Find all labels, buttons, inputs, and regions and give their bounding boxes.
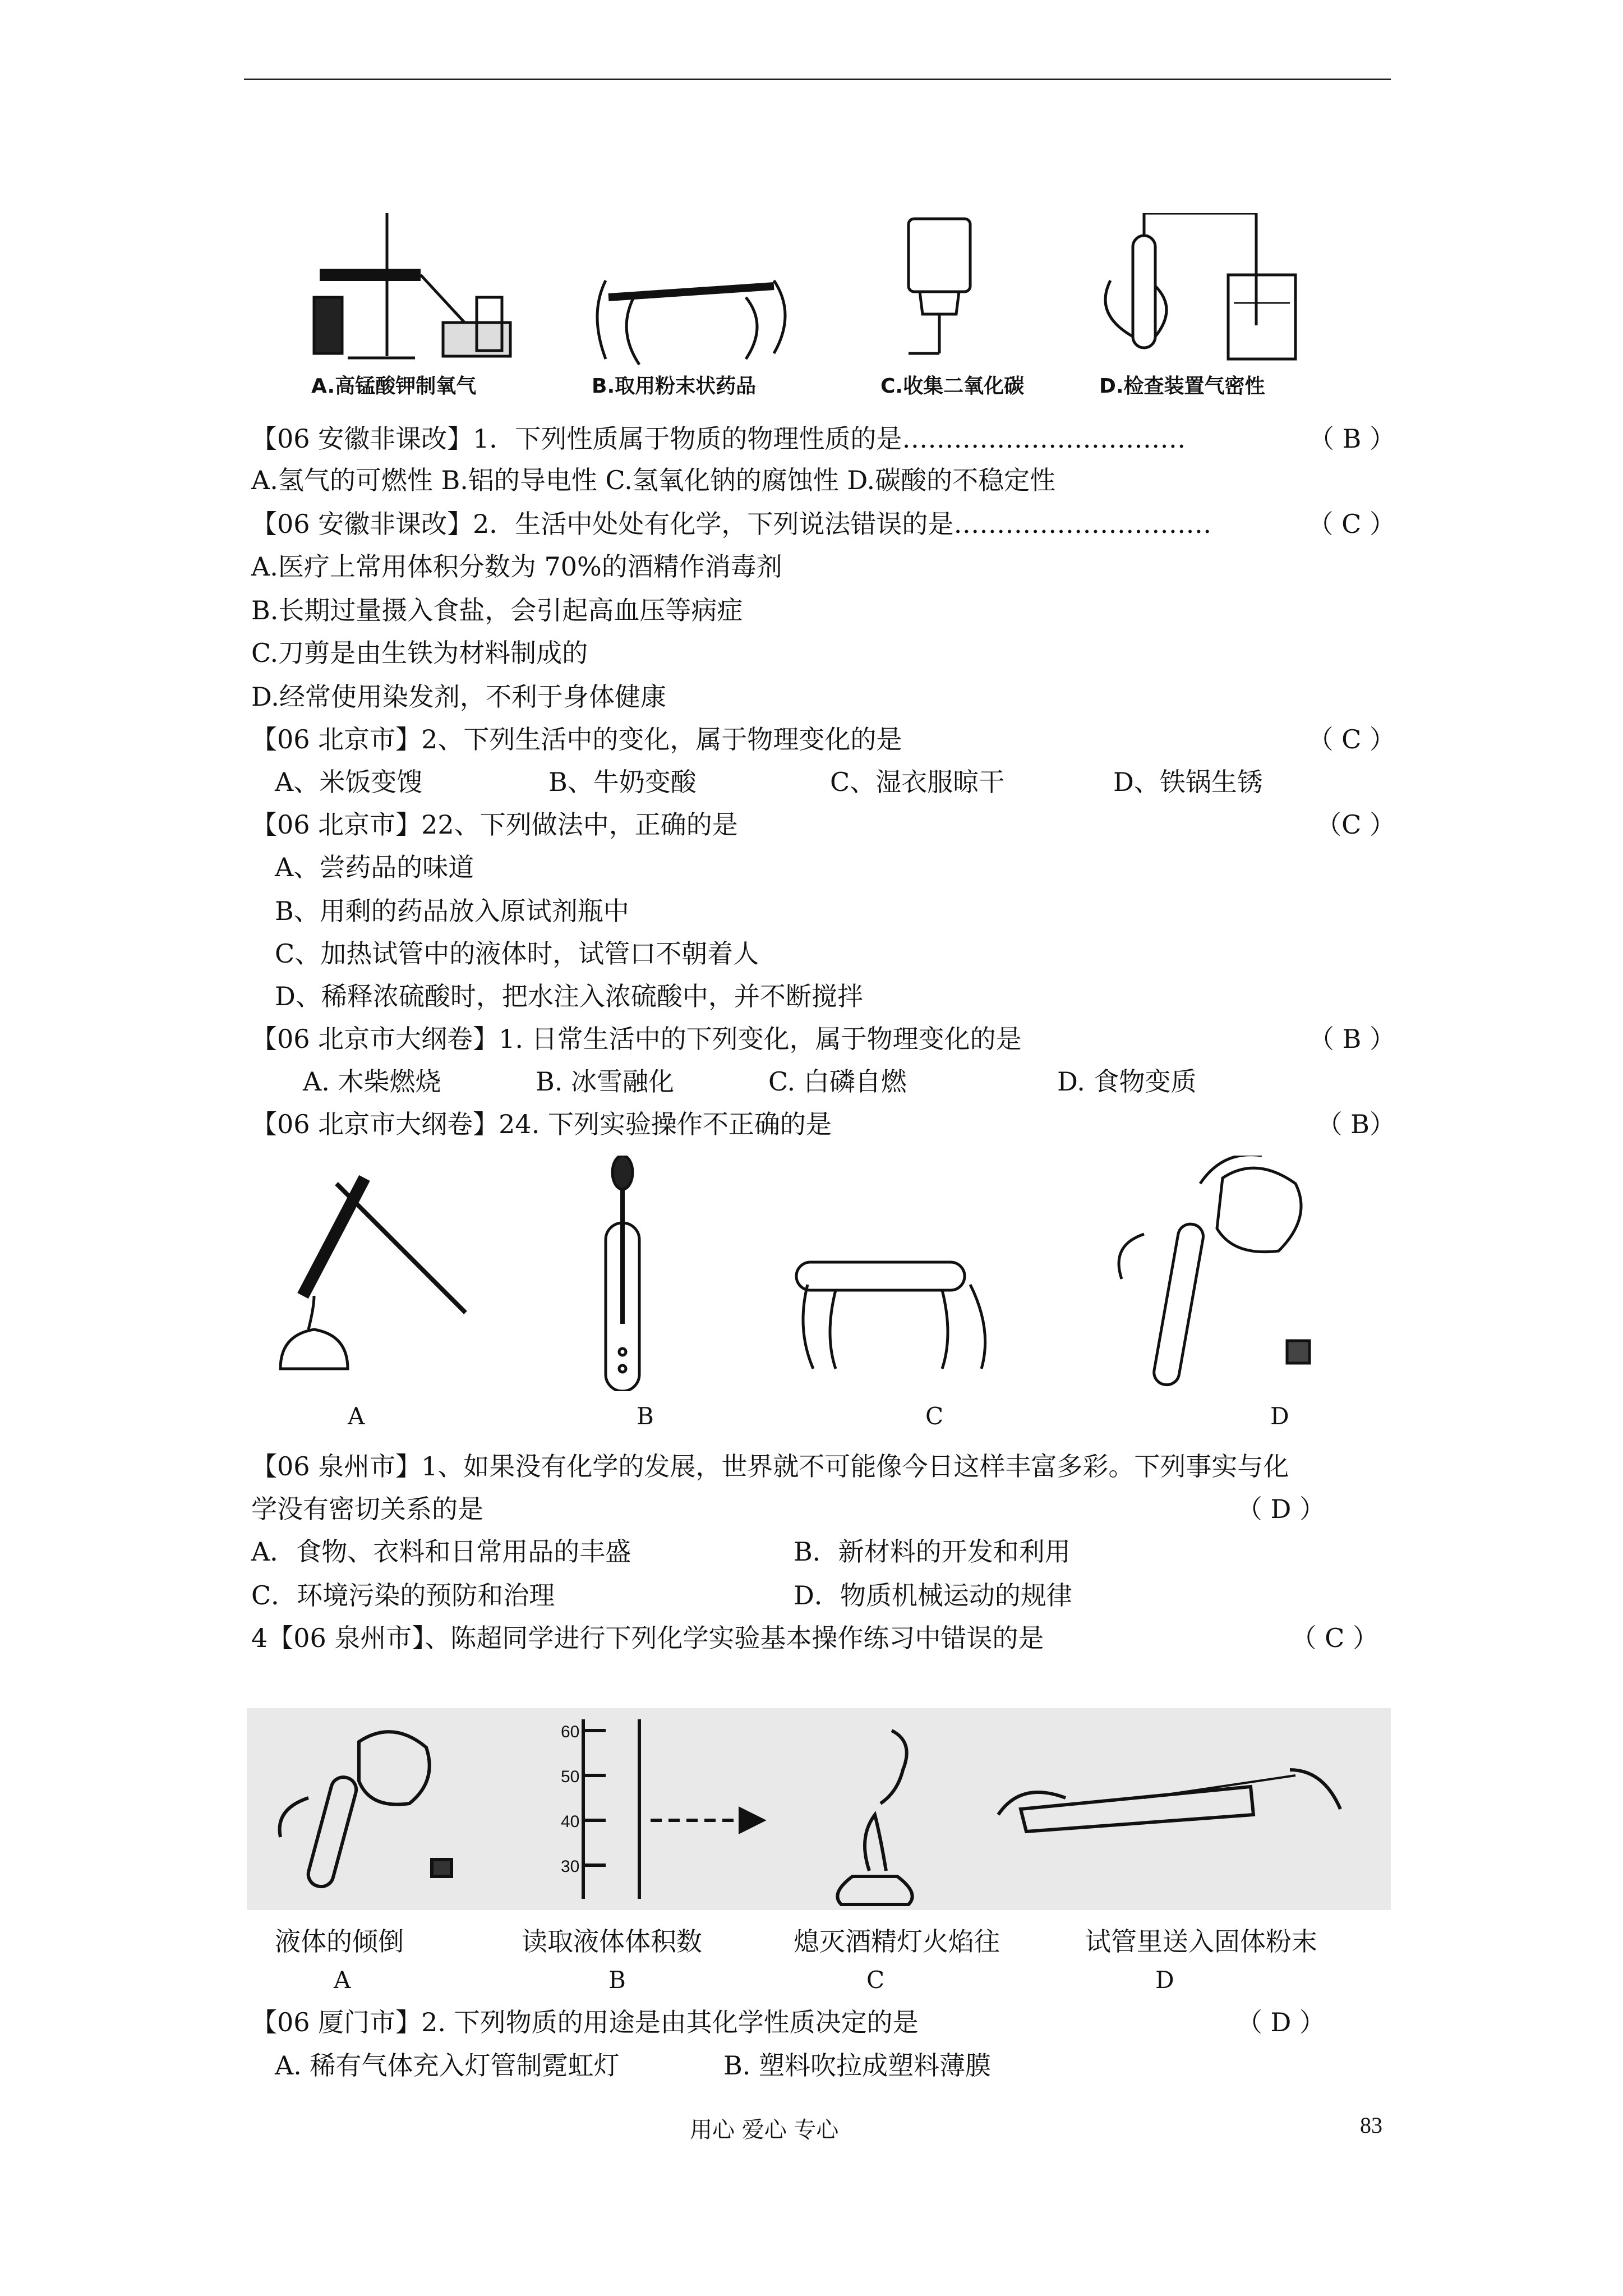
option: A.医疗上常用体积分数为 70%的酒精作消毒剂 [251, 551, 782, 582]
option: A．食物、衣料和日常用品的丰盛 [251, 1536, 631, 1567]
question-text: 【06 北京市】2、下列生活中的变化，属于物理变化的是 [251, 724, 902, 754]
page-number: 83 [1360, 2113, 1382, 2138]
answer: （ B ） [1308, 1024, 1395, 1054]
question-2 [251, 507, 1395, 541]
fig1-caption-c: C.收集二氧化碳 [880, 375, 1025, 398]
option: C、湿衣服晾干 [830, 767, 1005, 797]
question-7-line-2 [251, 1492, 1395, 1526]
option: A、尝药品的味道 [275, 852, 474, 882]
question-text: 4【06 泉州市】、陈超同学进行下列化学实验基本操作练习中错误的是 [251, 1623, 1044, 1653]
scale-tick: 30 [561, 1857, 580, 1876]
answer: （ D ） [1236, 2007, 1325, 2037]
question-text: 【06 北京市大纲卷】24. 下列实验操作不正确的是 [251, 1109, 832, 1139]
fig2-label-a: A [348, 1402, 365, 1430]
fig3-label-c: C [866, 1966, 885, 1994]
question-1 [251, 422, 1395, 455]
fig1-caption-b: B.取用粉末状药品 [592, 375, 757, 398]
answer: （ C ） [1290, 1623, 1378, 1653]
option: C．环境污染的预防和治理 [251, 1580, 555, 1611]
fig3-label-b: B [608, 1966, 626, 1994]
option: C. 白磷自燃 [768, 1066, 907, 1097]
scale-tick: 40 [561, 1812, 580, 1831]
scale-tick: 60 [561, 1723, 580, 1741]
figure-apparatus-1 [303, 213, 1368, 376]
option: B.长期过量摄入食盐，会引起高血压等病症 [251, 595, 743, 625]
fig3-caption-b: 读取液体体积数 [522, 1926, 702, 1957]
option: A、米饭变馊 [275, 767, 423, 797]
option: B. 冰雪融化 [536, 1066, 675, 1097]
answer: （ B） [1316, 1109, 1395, 1139]
question-text: 【06 北京市】22、下列做法中，正确的是 [251, 809, 738, 840]
fig2-label-d: D [1270, 1402, 1289, 1430]
option: B、牛奶变酸 [548, 767, 697, 797]
answer: （ C ） [1307, 724, 1395, 754]
question-6 [251, 1107, 1395, 1141]
option: C.刀剪是由生铁为材料制成的 [251, 638, 588, 668]
question-text: 【06 安徽非课改】2．生活中处处有化学，下列说法错误的是………………………… [251, 509, 1212, 539]
fig3-caption-c: 熄灭酒精灯火焰往 [794, 1926, 1000, 1957]
options-text: A.氢气的可燃性 B.铝的导电性 C.氢氧化钠的腐蚀性 D.碳酸的不稳定性 [251, 465, 1056, 495]
figure-apparatus-3 [247, 1708, 1391, 1910]
scale-tick: 50 [561, 1768, 580, 1786]
fig2-label-c: C [925, 1402, 944, 1430]
option: D、铁锅生锈 [1113, 767, 1263, 797]
fig3-caption-d: 试管里送入固体粉末 [1085, 1926, 1317, 1957]
fig3-caption-a: 液体的倾倒 [275, 1926, 404, 1957]
option: B．新材料的开发和利用 [794, 1536, 1071, 1567]
question-5 [251, 1022, 1395, 1056]
fig1-caption-d: D.检查装置气密性 [1099, 375, 1265, 398]
question-text: 【06 北京市大纲卷】1. 日常生活中的下列变化，属于物理变化的是 [251, 1024, 1022, 1054]
question-7-line-1: 【06 泉州市】1、如果没有化学的发展，世界就不可能像今日这样丰富多彩。下列事实与化 [251, 1451, 1289, 1481]
answer: （ B ） [1308, 424, 1395, 454]
question-8 [251, 1621, 1395, 1655]
question-text: 【06 安徽非课改】1．下列性质属于物质的物理性质的是…………………………… [251, 424, 1186, 454]
question-9 [251, 2005, 1395, 2039]
question-1-options [251, 463, 1395, 497]
fig1-caption-a: A.高锰酸钾制氧气 [311, 375, 477, 398]
fig3-label-a: A [334, 1966, 351, 1994]
answer: （ C ） [1307, 509, 1395, 539]
question-3 [251, 723, 1395, 756]
answer: （ D ） [1236, 1494, 1325, 1524]
page-footer: 用心 爱心 专心 [690, 2117, 839, 2143]
option: A. 稀有气体充入灯管制霓虹灯 [275, 2050, 620, 2081]
option: D. 食物变质 [1057, 1066, 1197, 1097]
answer: （C ） [1316, 809, 1395, 840]
option: D.经常使用染发剂，不利于身体健康 [251, 682, 666, 712]
option: A. 木柴燃烧 [303, 1066, 441, 1097]
option: B、用剩的药品放入原试剂瓶中 [275, 896, 629, 926]
option: D．物质机械运动的规律 [794, 1580, 1072, 1611]
question-text: 学没有密切关系的是 [251, 1494, 483, 1524]
question-text: 【06 厦门市】2. 下列物质的用途是由其化学性质决定的是 [251, 2007, 919, 2037]
option: C、加热试管中的液体时，试管口不朝着人 [275, 938, 759, 969]
header-rule [244, 79, 1391, 80]
fig3-label-d: D [1155, 1966, 1174, 1994]
option: B. 塑料吹拉成塑料薄膜 [723, 2050, 992, 2081]
fig2-label-b: B [637, 1402, 654, 1430]
figure-apparatus-2 [269, 1156, 1391, 1391]
question-4 [251, 808, 1395, 841]
option: D、稀释浓硫酸时，把水注入浓硫酸中，并不断搅拌 [275, 981, 863, 1011]
